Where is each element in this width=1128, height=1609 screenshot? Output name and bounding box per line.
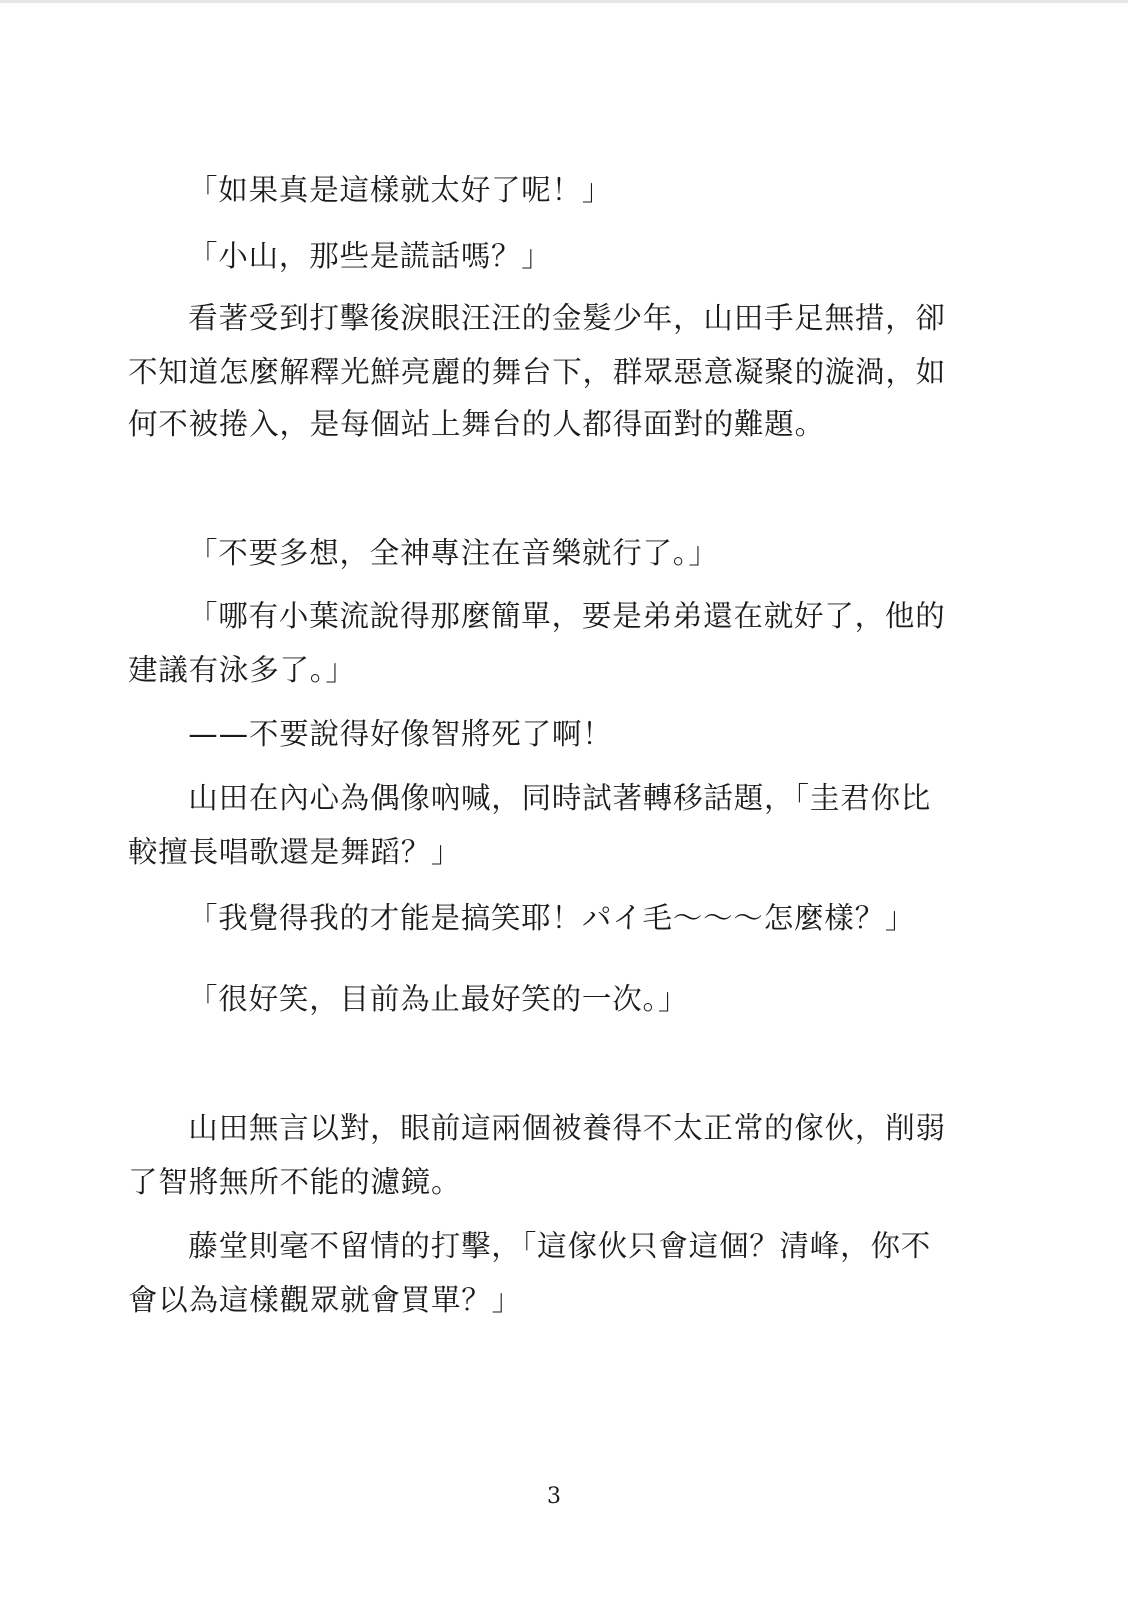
text-line: ——不要說得好像智將死了啊！ xyxy=(158,717,613,751)
text-line: 「很好笑，目前為止最好笑的一次。」 xyxy=(188,982,689,1016)
text-line: 不知道怎麼解釋光鮮亮麗的舞台下，群眾惡意凝聚的漩渦，如 xyxy=(128,355,947,389)
text-line: 了智將無所不能的濾鏡。 xyxy=(128,1165,462,1199)
text-line: 「不要多想，全神專注在音樂就行了。」 xyxy=(188,536,719,570)
text-line: 「哪有小葉流說得那麼簡單，要是弟弟還在就好了，他的 xyxy=(188,599,946,633)
text-line: 山田無言以對，眼前這兩個被養得不太正常的傢伙，削弱 xyxy=(158,1111,946,1145)
text-line: 「如果真是這樣就太好了呢！」 xyxy=(188,173,613,207)
text-line: 建議有泳多了。」 xyxy=(128,653,356,687)
text-line: 較擅長唱歌還是舞蹈？」 xyxy=(128,835,462,869)
text-line: 山田在內心為偶像吶喊，同時試著轉移話題，「圭君你比 xyxy=(158,781,932,815)
text-line: 「我覺得我的才能是搞笑耶！パイ毛～～～怎麼樣？」 xyxy=(188,901,916,935)
text-line: 「小山，那些是謊話嗎？」 xyxy=(188,239,552,273)
text-line: 會以為這樣觀眾就會買單？」 xyxy=(128,1283,522,1317)
text-line: 看著受到打擊後淚眼汪汪的金髮少年，山田手足無措，卻 xyxy=(158,301,946,335)
text-line: 何不被捲入，是每個站上舞台的人都得面對的難題。 xyxy=(128,407,825,441)
page-number: 3 xyxy=(547,1484,561,1509)
text-line: 藤堂則毫不留情的打擊，「這傢伙只會這個？清峰，你不 xyxy=(158,1229,932,1263)
